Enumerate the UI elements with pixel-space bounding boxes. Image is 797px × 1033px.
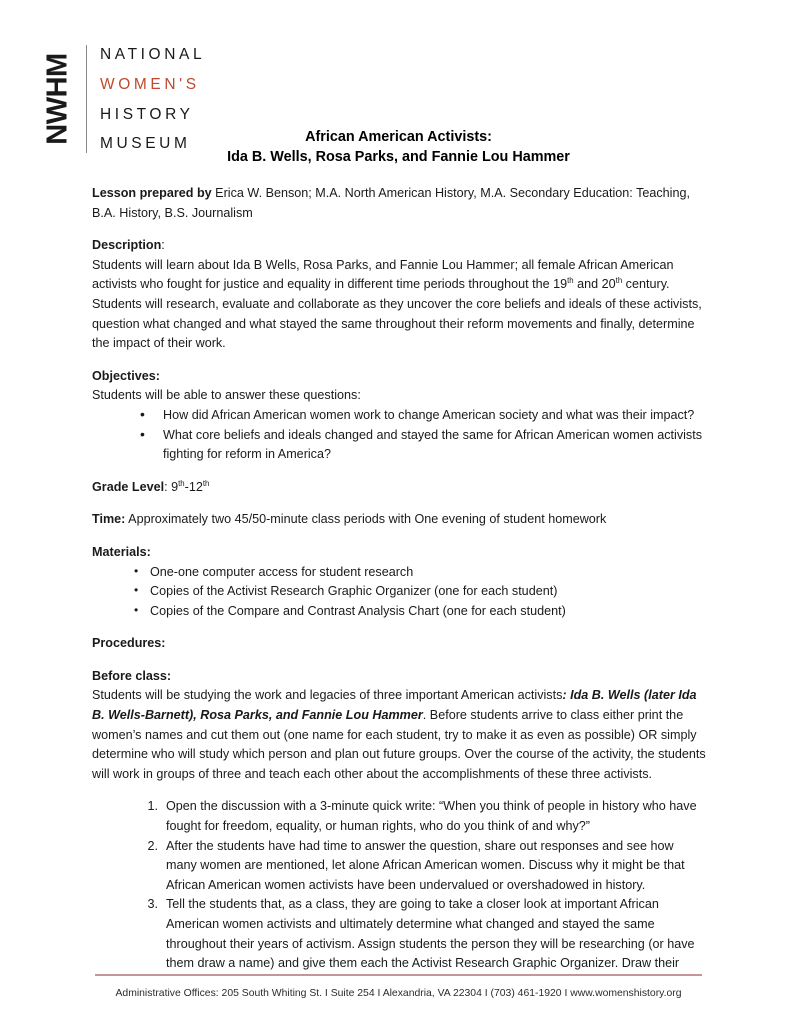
grade-level-low-sup: th	[178, 478, 185, 488]
time-label: Time:	[92, 512, 126, 527]
list-item: Open the discussion with a 3-minute quick write: “When you think of people in history who have fought for freedom, equality, or human rights, who do you think of and why?”	[166, 799, 697, 834]
footer-divider	[95, 974, 702, 976]
before-class-section	[92, 667, 706, 785]
logo-word-museum: MUSEUM	[100, 135, 191, 153]
list-item: • One-one computer access for student research	[134, 563, 706, 583]
page-title	[0, 128, 797, 167]
description-sup-20th: th	[615, 276, 623, 286]
time-text: Approximately two 45/50-minute class periods with One evening of student homework	[125, 512, 607, 527]
before-class-text-2: . Before students arrive to class either print the women’s names and cut them out (one name for each student, try to make it as even as possible) OR simply determine who will study which person and plan out future groups. Over the course of the activity, the students will work in groups of three and teach each other about the accomplishments of these three activists.	[92, 708, 706, 781]
objectives-header-block	[92, 367, 706, 406]
prepared-by-text: Erica W. Benson; M.A. North American History, M.A. Secondary Education: Teaching, B.A. History, B.S. Journalism	[92, 186, 690, 220]
page-title-line-1: African American Activists:	[305, 129, 492, 145]
prepared-by-label: Lesson prepared by	[92, 186, 212, 200]
materials-heading-block	[92, 543, 706, 563]
before-class-text-1: Students will be studying the work and legacies of three important American activists	[92, 688, 563, 703]
document-body	[92, 184, 706, 974]
objectives-heading: Objectives:	[92, 368, 160, 383]
description-section	[92, 236, 706, 354]
grade-level-high: 12	[188, 479, 203, 494]
grade-level-colon: :	[164, 479, 172, 494]
description-text-1: Students will learn about Ida B Wells, Rosa Parks, and Fannie Lou Hammer; all female African American activists who fought for justice and equality in different time periods throughout the 19	[92, 257, 674, 292]
grade-level-label: Grade Level	[92, 479, 165, 494]
logo-word-history: HISTORY	[100, 105, 194, 123]
before-class-colon: :	[562, 688, 571, 703]
procedures-heading: Procedures:	[92, 636, 166, 651]
time-paragraph	[92, 510, 706, 530]
prepared-by-paragraph	[92, 184, 706, 223]
grade-level-high-sup: th	[202, 478, 210, 488]
description-heading: Description	[92, 238, 162, 253]
list-item: • What core beliefs and ideals changed and stayed the same for African American women activists fighting for reform in America?	[140, 426, 706, 465]
objectives-lead: Students will be able to answer these questions:	[92, 388, 361, 403]
logo-monogram: NWHM	[41, 53, 74, 145]
description-heading-colon: :	[161, 238, 165, 253]
list-item: • Copies of the Compare and Contrast Analysis Chart (one for each student)	[134, 602, 706, 622]
logo-word-national: NATIONAL	[100, 46, 206, 63]
materials-list	[92, 563, 706, 622]
description-sup-19th: th	[567, 276, 574, 286]
before-class-heading: Before class:	[92, 668, 172, 683]
procedures-heading-block	[92, 634, 706, 654]
list-item: Tell the students that, as a class, they are going to take a closer look at important African American women activists and ultimately determine what changed and stayed the same throughout their years of activism. Assign students the person they will be researching (or have them draw a name) and give them each the Activist Research Graphic Organizer. Draw their	[166, 897, 695, 971]
footer-contact-info: Administrative Offices: 205 South Whiting St. I Suite 254 I Alexandria, VA 22304 I (703) 461-1920 I www.womenshistory.org	[115, 988, 682, 999]
list-item: • Copies of the Activist Research Graphic Organizer (one for each student)	[134, 582, 706, 602]
before-class-activist-names: Ida B. Wells (later Ida B. Wells-Barnett), Rosa Parks, and Fannie Lou Hammer	[92, 688, 697, 723]
list-item: • How did African American women work to change American society and what was their impact?	[140, 406, 706, 426]
objectives-list	[92, 406, 706, 465]
description-text-3: century. Students will research, evaluate and collaborate as they uncover the core beliefs and ideals of these activists, question what changed and what stayed the same throughout their reform movements and finally, determine the impact of their work.	[92, 277, 702, 351]
list-item: After the students have had time to answer the question, share out responses and see how many women are mentioned, let alone African American women. Discuss why it might be that African American women activists have been undervalued or overshadowed in history.	[166, 838, 685, 892]
page-title-line-2: Ida B. Wells, Rosa Parks, and Fannie Lou Hammer	[227, 148, 570, 165]
logo-word-womens: WOMEN'S	[100, 75, 200, 93]
grade-level-dash: -	[184, 479, 189, 494]
description-text-2: and 20	[573, 277, 616, 292]
grade-level-low: 9	[171, 479, 179, 494]
grade-level-paragraph	[92, 478, 706, 498]
materials-heading: Materials:	[92, 544, 151, 559]
procedure-steps-list	[92, 797, 706, 973]
